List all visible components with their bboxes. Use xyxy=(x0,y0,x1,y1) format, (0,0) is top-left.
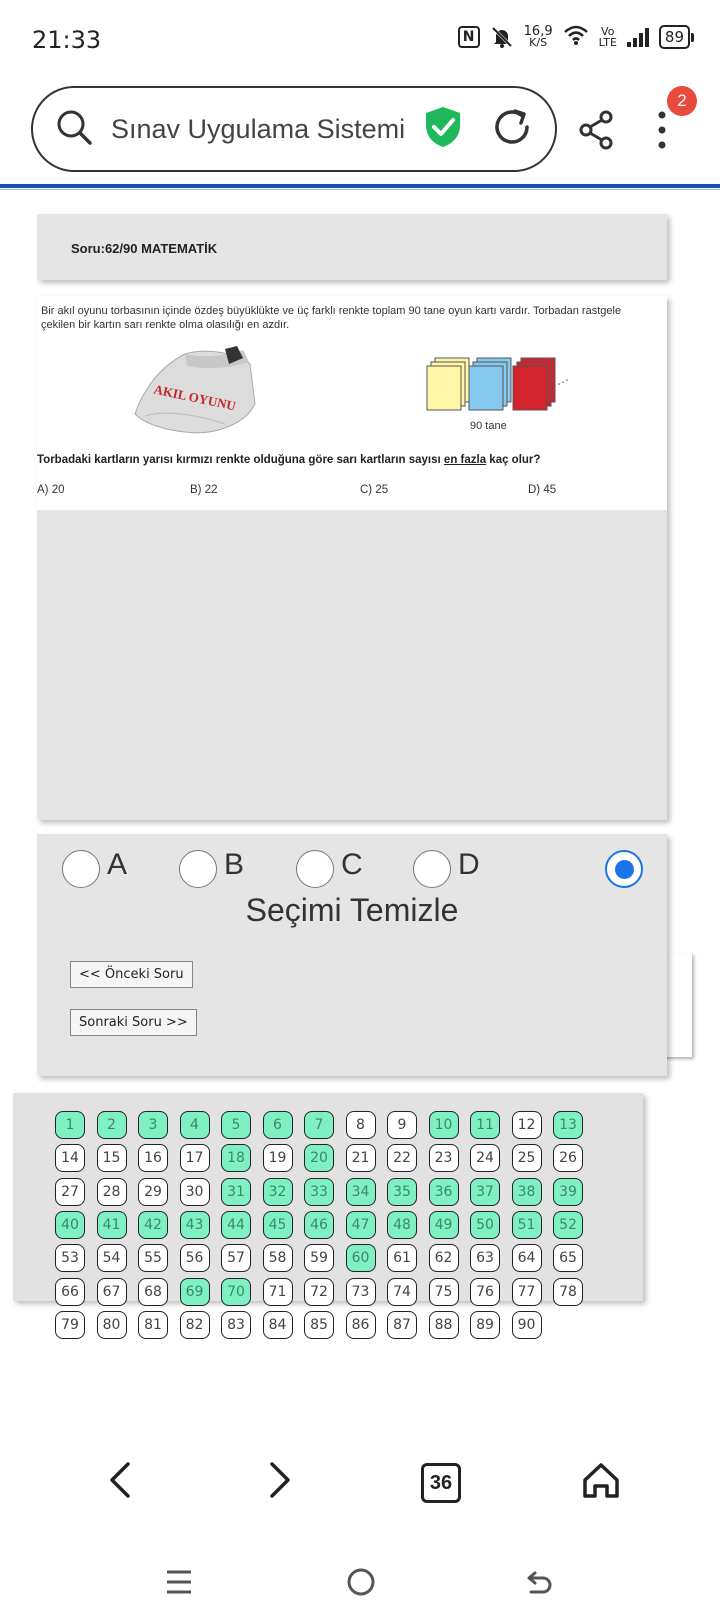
back-arrow-icon[interactable] xyxy=(106,1460,134,1505)
question-number-cell[interactable]: 78 xyxy=(553,1278,583,1306)
question-number-cell[interactable]: 39 xyxy=(553,1178,583,1206)
question-number-cell[interactable]: 58 xyxy=(263,1244,293,1272)
question-number-cell[interactable]: 49 xyxy=(429,1211,459,1239)
question-number-cell[interactable]: 69 xyxy=(180,1278,210,1306)
question-number-cell[interactable]: 33 xyxy=(304,1178,334,1206)
question-panel xyxy=(37,296,667,820)
wifi-icon xyxy=(563,24,589,50)
question-number-cell[interactable]: 10 xyxy=(429,1111,459,1139)
question-number-cell[interactable]: 74 xyxy=(387,1278,417,1306)
question-number-cell[interactable]: 14 xyxy=(55,1144,85,1172)
status-bar xyxy=(0,0,720,80)
question-content xyxy=(37,296,667,510)
shield-check-icon[interactable] xyxy=(423,105,463,154)
question-number-cell[interactable]: 29 xyxy=(138,1178,168,1206)
question-number-cell[interactable]: 16 xyxy=(138,1144,168,1172)
question-number-cell[interactable]: 65 xyxy=(553,1244,583,1272)
status-icons xyxy=(458,24,690,50)
question-number-cell[interactable]: 50 xyxy=(470,1211,500,1239)
option-d-text: D) 45 xyxy=(528,484,557,496)
question-number-cell[interactable]: 72 xyxy=(304,1278,334,1306)
share-icon[interactable] xyxy=(578,110,614,155)
radio-c[interactable] xyxy=(296,850,334,888)
question-number-cell[interactable]: 35 xyxy=(387,1178,417,1206)
question-prompt: Torbadaki kartların yarısı kırmızı renkte olduğuna göre sarı kartların sayısı en fazla kaç olur? xyxy=(37,454,541,466)
question-number-cell[interactable]: 87 xyxy=(387,1311,417,1339)
clear-selection-label[interactable]: Seçimi Temizle xyxy=(245,892,459,928)
battery-icon: 89 xyxy=(659,25,690,49)
question-number-cell[interactable]: 20 xyxy=(304,1144,334,1172)
question-number-cell[interactable]: 17 xyxy=(180,1144,210,1172)
question-number-cell[interactable]: 46 xyxy=(304,1211,334,1239)
question-number-cell[interactable]: 5 xyxy=(221,1111,251,1139)
radio-d[interactable] xyxy=(413,850,451,888)
question-number-cell[interactable]: 2 xyxy=(97,1111,127,1139)
question-number-cell[interactable]: 77 xyxy=(512,1278,542,1306)
question-number-cell[interactable]: 18 xyxy=(221,1144,251,1172)
question-number-cell[interactable]: 34 xyxy=(346,1178,376,1206)
question-number-cell[interactable]: 90 xyxy=(512,1311,542,1339)
question-number-cell[interactable]: 57 xyxy=(221,1244,251,1272)
home-circle-icon[interactable] xyxy=(346,1567,376,1602)
question-number-cell[interactable]: 71 xyxy=(263,1278,293,1306)
status-time: 21:33 xyxy=(32,26,102,54)
recent-apps-icon[interactable] xyxy=(165,1569,193,1600)
question-number-cell[interactable]: 80 xyxy=(97,1311,127,1339)
question-number-cell[interactable]: 6 xyxy=(263,1111,293,1139)
network-speed: 16,9 K/S xyxy=(523,24,553,49)
question-number-cell[interactable]: 42 xyxy=(138,1211,168,1239)
question-number-cell[interactable]: 26 xyxy=(553,1144,583,1172)
question-number-cell[interactable]: 86 xyxy=(346,1311,376,1339)
question-number-cell[interactable]: 59 xyxy=(304,1244,334,1272)
question-number-cell[interactable]: 4 xyxy=(180,1111,210,1139)
answer-panel xyxy=(37,834,667,1076)
signal-icon xyxy=(627,27,649,47)
question-number-cell[interactable]: 67 xyxy=(97,1278,127,1306)
question-number-cell[interactable]: 52 xyxy=(553,1211,583,1239)
question-number-cell[interactable]: 68 xyxy=(138,1278,168,1306)
question-number-cell[interactable]: 43 xyxy=(180,1211,210,1239)
question-number-cell[interactable]: 83 xyxy=(221,1311,251,1339)
previous-question-button[interactable]: << Önceki Soru xyxy=(70,961,193,988)
radio-b[interactable] xyxy=(179,850,217,888)
game-bag-image xyxy=(125,344,265,434)
question-number-cell[interactable]: 13 xyxy=(553,1111,583,1139)
volte-indicator: Vo LTE xyxy=(598,25,617,49)
question-number-cell[interactable]: 55 xyxy=(138,1244,168,1272)
question-number-cell[interactable]: 62 xyxy=(429,1244,459,1272)
mute-bell-icon xyxy=(490,25,514,49)
browser-bottom-nav xyxy=(0,1440,720,1520)
notification-badge: 2 xyxy=(667,86,697,116)
forward-arrow-icon[interactable] xyxy=(266,1460,294,1505)
question-number-cell[interactable]: 88 xyxy=(429,1311,459,1339)
question-number-cell[interactable]: 25 xyxy=(512,1144,542,1172)
search-icon xyxy=(55,108,93,151)
tabs-count-button[interactable]: 36 xyxy=(421,1463,461,1503)
question-number-cell[interactable]: 23 xyxy=(429,1144,459,1172)
system-back-icon[interactable] xyxy=(525,1567,555,1602)
question-number-cell[interactable]: 76 xyxy=(470,1278,500,1306)
question-number-cell[interactable]: 1 xyxy=(55,1111,85,1139)
question-number-cell[interactable]: 30 xyxy=(180,1178,210,1206)
question-text: Bir akıl oyunu torbasının içinde özdeş büyüklükte ve üç farklı renkte toplam 90 tane oyun kartı vardır. Torbadan rastgele çekilen bir kartın sarı renkte olma olasılığı en azdır. xyxy=(41,305,622,331)
radio-a-label: A xyxy=(107,848,128,881)
option-b-text: B) 22 xyxy=(190,484,218,496)
radio-c-label: C xyxy=(341,848,363,881)
question-number-cell[interactable]: 9 xyxy=(387,1111,417,1139)
address-bar[interactable] xyxy=(31,86,557,172)
question-number-cell[interactable]: 54 xyxy=(97,1244,127,1272)
question-number-cell[interactable]: 63 xyxy=(470,1244,500,1272)
radio-d-label: D xyxy=(458,848,480,881)
question-number-cell[interactable]: 27 xyxy=(55,1178,85,1206)
option-c-text: C) 25 xyxy=(360,484,389,496)
question-number-cell[interactable]: 70 xyxy=(221,1278,251,1306)
page-progress-line xyxy=(0,184,720,188)
radio-a[interactable] xyxy=(62,850,100,888)
question-number-cell[interactable]: 8 xyxy=(346,1111,376,1139)
question-number-cell[interactable]: 82 xyxy=(180,1311,210,1339)
question-number-cell[interactable]: 15 xyxy=(97,1144,127,1172)
next-question-button[interactable]: Sonraki Soru >> xyxy=(70,1009,197,1036)
home-icon[interactable] xyxy=(580,1460,622,1507)
question-number-cell[interactable]: 41 xyxy=(97,1211,127,1239)
divider xyxy=(0,189,720,190)
question-number-cell[interactable]: 53 xyxy=(55,1244,85,1272)
more-menu-icon[interactable] xyxy=(652,110,672,155)
question-number-cell[interactable]: 38 xyxy=(512,1178,542,1206)
question-number-cell[interactable]: 73 xyxy=(346,1278,376,1306)
question-number-cell[interactable]: 24 xyxy=(470,1144,500,1172)
radio-clear-selected[interactable] xyxy=(605,850,643,888)
question-number-cell[interactable]: 47 xyxy=(346,1211,376,1239)
question-number-cell[interactable]: 44 xyxy=(221,1211,251,1239)
option-a-text: A) 20 xyxy=(37,484,65,496)
question-number-cell[interactable]: 48 xyxy=(387,1211,417,1239)
system-nav-bar xyxy=(0,1555,720,1605)
question-number-cell[interactable]: 51 xyxy=(512,1211,542,1239)
question-number-cell[interactable]: 37 xyxy=(470,1178,500,1206)
question-number-cell[interactable]: 56 xyxy=(180,1244,210,1272)
question-number-cell[interactable]: 79 xyxy=(55,1311,85,1339)
question-number-cell[interactable]: 66 xyxy=(55,1278,85,1306)
cards-count-label: 90 tane xyxy=(470,420,507,432)
bag-label: AKIL OYUNU xyxy=(152,381,238,414)
question-header xyxy=(37,214,667,280)
question-number-cell[interactable]: 31 xyxy=(221,1178,251,1206)
question-number-cell[interactable]: 21 xyxy=(346,1144,376,1172)
question-number-cell[interactable]: 85 xyxy=(304,1311,334,1339)
question-number-cell[interactable]: 22 xyxy=(387,1144,417,1172)
question-number-cell[interactable]: 12 xyxy=(512,1111,542,1139)
question-number-cell[interactable]: 7 xyxy=(304,1111,334,1139)
question-number-cell[interactable]: 28 xyxy=(97,1178,127,1206)
question-number-cell[interactable]: 11 xyxy=(470,1111,500,1139)
question-number-cell[interactable]: 84 xyxy=(263,1311,293,1339)
question-number-cell[interactable]: 45 xyxy=(263,1211,293,1239)
question-number-cell[interactable]: 61 xyxy=(387,1244,417,1272)
nfc-icon: N xyxy=(458,26,480,48)
reload-icon[interactable] xyxy=(491,106,533,153)
question-number-cell[interactable]: 75 xyxy=(429,1278,459,1306)
question-number-cell[interactable]: 36 xyxy=(429,1178,459,1206)
question-number-cell[interactable]: 60 xyxy=(346,1244,376,1272)
url-text: Sınav Uygulama Sistemi xyxy=(111,113,406,144)
question-number-cell[interactable]: 89 xyxy=(470,1311,500,1339)
question-number-cell[interactable]: 32 xyxy=(263,1178,293,1206)
question-number-cell[interactable]: 3 xyxy=(138,1111,168,1139)
question-title: Soru:62/90 MATEMATİK xyxy=(71,241,218,256)
question-number-cell[interactable]: 19 xyxy=(263,1144,293,1172)
radio-b-label: B xyxy=(224,848,245,881)
question-number-cell[interactable]: 40 xyxy=(55,1211,85,1239)
question-number-cell[interactable]: 64 xyxy=(512,1244,542,1272)
question-number-cell[interactable]: 81 xyxy=(138,1311,168,1339)
